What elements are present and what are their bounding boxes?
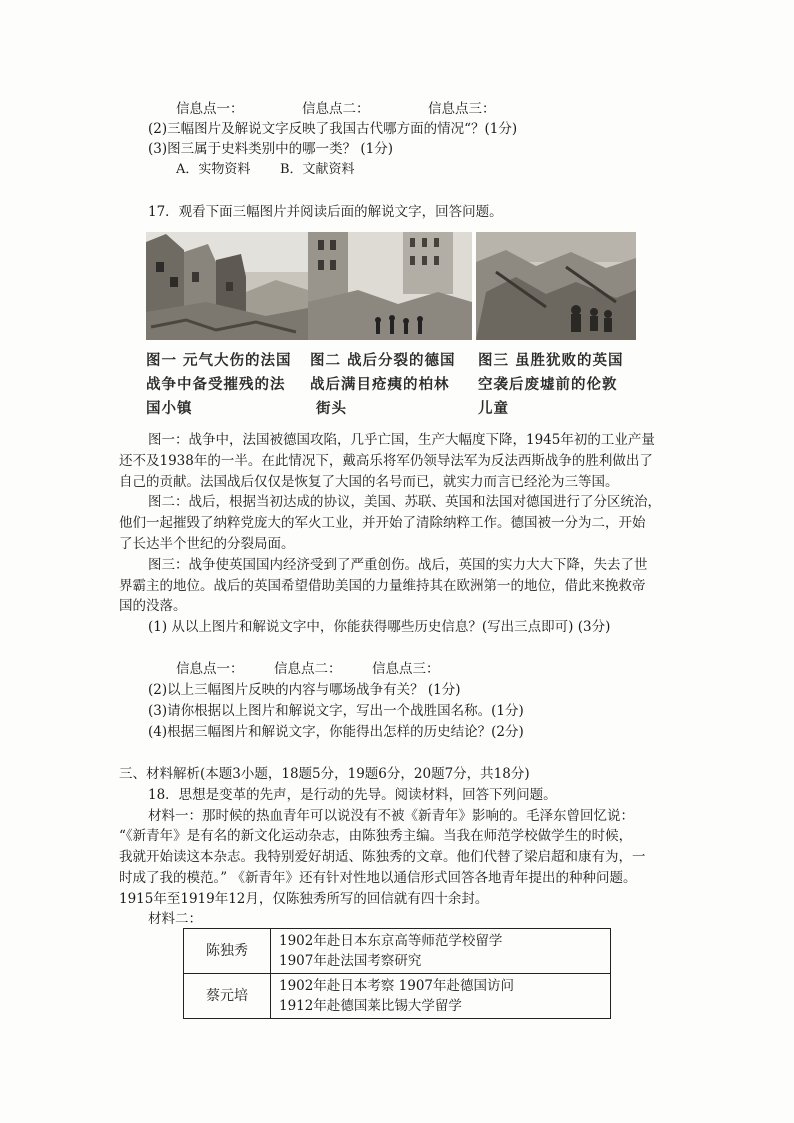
q17-info-points: [176, 659, 440, 679]
caption-1-line-2: 战争中备受摧残的法: [146, 376, 286, 393]
q16-info-points: [176, 99, 496, 119]
q17-sub3: (3)请你根据以上图片和解说文字，写出一个战胜国名称。(1分): [148, 703, 524, 719]
q18-stem: 18．思想是变革的先声，是行动的先导。阅读材料，回答下列问题。: [148, 787, 557, 803]
q17-info-point-1: 信息点一：: [176, 661, 244, 677]
q17-para2-line1: 图二：战后，根据当初达成的协议，美国、苏联、英国和法国对德国进行了分区统治，: [148, 494, 661, 510]
q17-sub2: (2)以上三幅图片反映的内容与哪场战争有关？ (1分): [148, 682, 461, 698]
material2-label: 材料二：: [148, 911, 202, 927]
material1-line1: 材料一：那时候的热血青年可以说没有不被《新青年》影响的。毛泽东曾回忆说：: [148, 808, 634, 824]
caption-3-line-3: 儿童: [478, 400, 509, 417]
section3-heading: 三、材料解析(本题3小题，18题5分，19题6分，20题7分，共18分): [119, 766, 530, 782]
experience-line: 1907年赴法国考察研究: [279, 953, 422, 969]
caption-3-line-2: 空袭后废墟前的伦敦: [478, 376, 618, 393]
q17-para1-line2: 还不及1938年的一半。在此情况下，戴高乐将军仍领导法军为反法西斯战争的胜利做出了: [119, 453, 653, 469]
caption-2-line-1: 图二 战后分裂的德国: [310, 352, 456, 369]
experience-cell: [271, 929, 611, 974]
caption-1-line-3: 国小镇: [146, 400, 193, 417]
caption-2-line-3: 街头: [316, 400, 347, 417]
q16-sub3: (3)图三属于史料类别中的哪一类？ (1分): [148, 141, 394, 157]
experience-line: 1902年赴日本考察 1907年赴德国访问: [279, 978, 515, 994]
caption-2-line-2: 战后满目疮痍的柏林: [310, 376, 450, 393]
caption-figure-2: [310, 349, 456, 421]
q17-para3-line2: 界霸主的地位。战后的英国希望借助美国的力量维持其在欧洲第一的地位，借此来挽救帝: [119, 578, 646, 594]
q17-photo-strip: [146, 232, 636, 340]
material1-line2: “《新青年》是有名的新文化运动杂志，由陈独秀主编。当我在师范学校做学生的时候，: [119, 828, 633, 844]
caption-figure-3: [478, 349, 624, 421]
q17-para3-line1: 图三：战争使英国国内经济受到了严重创伤。战后，英国的实力大大下降，失去了世: [148, 557, 648, 573]
q17-para3-line3: 国的没落。: [119, 598, 187, 614]
material1-line3: 我就开始读这本杂志。我特别爱好胡适、陈独秀的文章。他们代替了梁启超和康有为，一: [119, 849, 646, 865]
q16-option-b: B．文献资料: [280, 162, 355, 177]
q17-para1-line3: 自己的贡献。法国战后仅仅是恢复了大国的名号而已，就实力而言已经沦为三等国。: [119, 474, 619, 490]
material1-line4: 时成了我的模范。” 《新青年》还有针对性地以通信形式回答各地青年提出的种种问题。: [119, 870, 637, 886]
table-row: [184, 974, 611, 1019]
q16-info-point-2: 信息点二：: [302, 101, 370, 117]
experience-line: 1902年赴日本东京高等师范学校留学: [279, 933, 503, 949]
experience-line: 1912年赴德国莱比锡大学留学: [279, 998, 462, 1014]
q17-info-point-3: 信息点三：: [372, 661, 440, 677]
q16-info-point-3: 信息点三：: [428, 101, 496, 117]
material1-line5: 1915年至1919年12月，仅陈独秀所写的回信就有四十余封。: [119, 891, 489, 907]
q17-sub4: (4)根据三幅图片和解说文字，你能得出怎样的历史结论？(2分): [148, 724, 524, 740]
material2-table: [183, 928, 611, 1019]
q17-para1-line1: 图一：战争中，法国被德国攻陷，几乎亡国，生产大幅度下降，1945年初的工业产量: [148, 432, 655, 448]
q17-para2-line3: 了长达半个世纪的分裂局面。: [119, 536, 295, 552]
caption-figure-1: [146, 349, 292, 421]
q16-sub2: (2)三幅图片及解说文字反映了我国古代哪方面的情况“？(1分): [148, 121, 518, 137]
caption-1-line-1: 图一 元气大伤的法国: [146, 352, 292, 369]
caption-3-line-1: 图三 虽胜犹败的英国: [478, 352, 624, 369]
q16-option-a: A．实物资料: [176, 162, 251, 177]
photo-london-children-ruins: [476, 232, 636, 340]
photo-french-town-ruins: [146, 232, 308, 340]
q16-options: [176, 160, 355, 180]
experience-cell: [271, 974, 611, 1019]
table-row: [184, 929, 611, 974]
photo-berlin-street-ruins: [308, 232, 472, 340]
q17-para2-line2: 他们一起摧毁了纳粹党庞大的军火工业，并开始了清除纳粹工作。德国被一分为二，开始: [119, 515, 646, 531]
q17-sub1: (1) 从以上图片和解说文字中，你能获得哪些历史信息？(写出三点即可) (3分): [148, 619, 611, 635]
q16-info-point-1: 信息点一：: [176, 101, 244, 117]
q17-stem: 17．观看下面三幅图片并阅读后面的解说文字，回答问题。: [148, 204, 503, 220]
q17-info-point-2: 信息点二：: [274, 661, 342, 677]
person-name-cell: 蔡元培: [184, 974, 271, 1019]
person-name-cell: 陈独秀: [184, 929, 271, 974]
